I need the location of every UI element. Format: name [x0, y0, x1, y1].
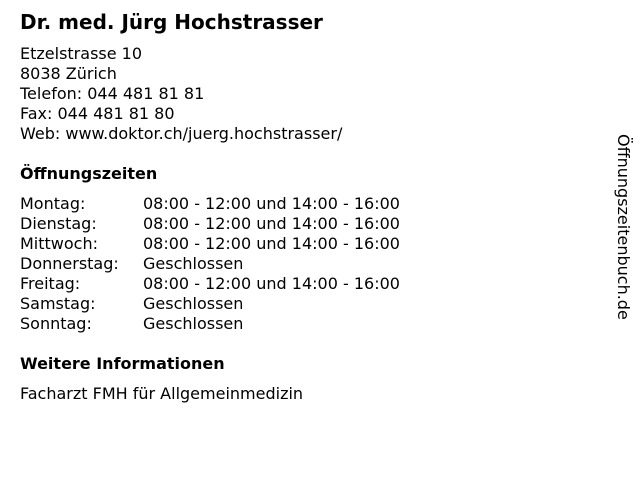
doctor-name: Dr. med. Jürg Hochstrasser — [20, 10, 323, 34]
further-info-heading: Weitere Informationen — [20, 354, 225, 373]
fax-number: Fax: 044 481 81 80 — [20, 104, 175, 123]
website-link[interactable]: Web: www.doktor.ch/juerg.hochstrasser/ — [20, 124, 343, 143]
time-value: 08:00 - 12:00 und 14:00 - 16:00 — [143, 214, 400, 233]
day-label: Montag: — [20, 194, 86, 213]
day-label: Donnerstag: — [20, 254, 119, 273]
day-label: Dienstag: — [20, 214, 97, 233]
phone-number: Telefon: 044 481 81 81 — [20, 84, 205, 103]
day-label: Sonntag: — [20, 314, 92, 333]
time-value: Geschlossen — [143, 254, 244, 273]
day-label: Mittwoch: — [20, 234, 98, 253]
time-value: Geschlossen — [143, 294, 244, 313]
city-address: 8038 Zürich — [20, 64, 117, 83]
day-label: Freitag: — [20, 274, 81, 293]
hours-row-thursday — [20, 254, 400, 274]
opening-hours-heading: Öffnungszeiten — [20, 164, 158, 183]
contact-block — [20, 44, 342, 144]
time-value: 08:00 - 12:00 und 14:00 - 16:00 — [143, 194, 400, 213]
site-watermark: Öffnungszeitenbuch.de — [614, 134, 633, 320]
time-value: 08:00 - 12:00 und 14:00 - 16:00 — [143, 274, 400, 293]
day-label: Samstag: — [20, 294, 96, 313]
hours-row-monday — [20, 194, 400, 214]
further-info-text: Facharzt FMH für Allgemeinmedizin — [20, 384, 304, 403]
time-value: 08:00 - 12:00 und 14:00 - 16:00 — [143, 234, 400, 253]
hours-row-saturday — [20, 294, 400, 314]
hours-row-tuesday — [20, 214, 400, 234]
street-address: Etzelstrasse 10 — [20, 44, 143, 63]
hours-row-wednesday — [20, 234, 400, 254]
hours-row-friday — [20, 274, 400, 294]
opening-hours-table — [20, 194, 400, 334]
time-value: Geschlossen — [143, 314, 244, 333]
hours-row-sunday — [20, 314, 400, 334]
